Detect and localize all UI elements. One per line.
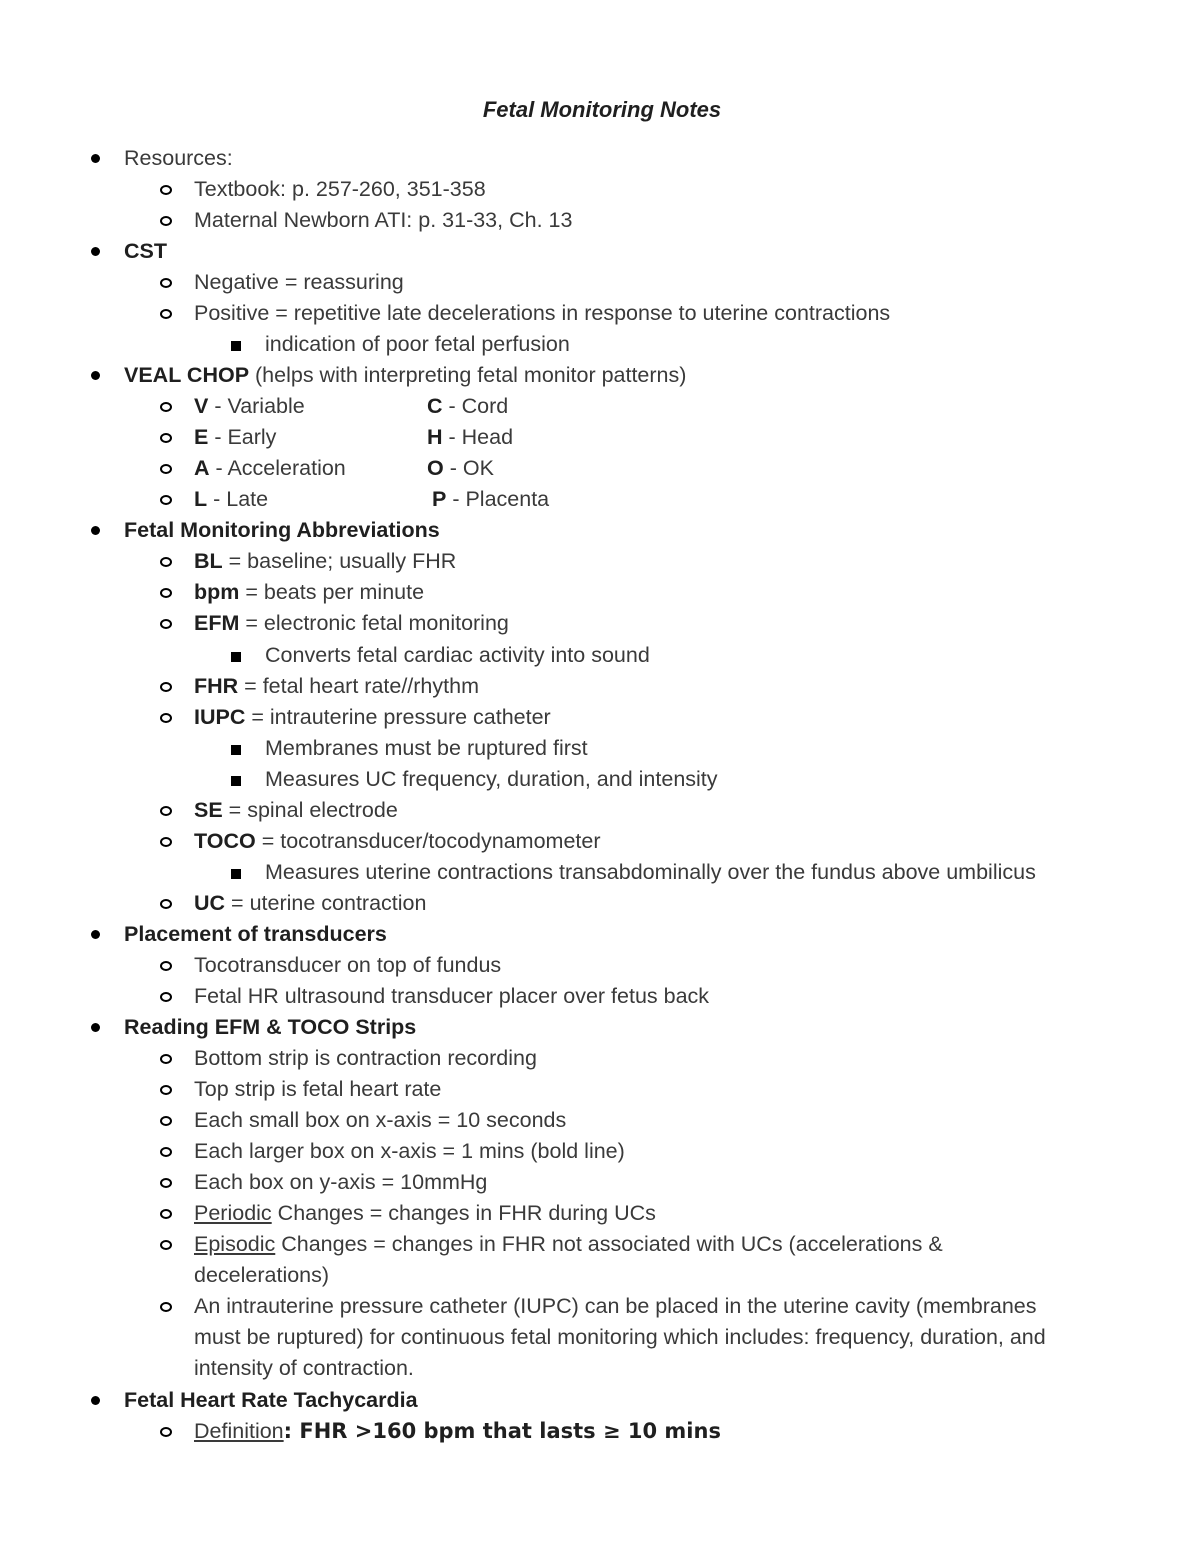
chop-row — [432, 484, 549, 515]
page-title: Fetal Monitoring Notes — [482, 97, 722, 122]
cst-heading: CST — [124, 239, 167, 263]
abbrev-key: IUPC — [194, 705, 246, 729]
list-item: indication of poor fetal perfusion — [265, 332, 570, 356]
bullet-circle — [160, 682, 172, 692]
bullet-circle — [160, 619, 172, 629]
bullet-circle — [160, 278, 172, 288]
abbrev-value: = fetal heart rate//rhythm — [238, 674, 479, 698]
list-item: Tocotransducer on top of fundus — [194, 953, 502, 977]
bullet-circle — [160, 495, 172, 505]
abbrev-value: = spinal electrode — [222, 798, 398, 822]
list-item — [194, 826, 601, 857]
reading-heading: Reading EFM & TOCO Strips — [124, 1015, 417, 1039]
abbreviations-heading: Fetal Monitoring Abbreviations — [124, 518, 440, 542]
veal-key: V — [194, 394, 209, 418]
bullet-disc — [91, 371, 100, 380]
bullet-square — [231, 869, 241, 879]
bullet-circle — [160, 402, 172, 412]
bullet-disc — [91, 930, 100, 939]
abbrev-key: EFM — [194, 611, 240, 635]
veal-key: L — [194, 487, 208, 511]
bullet-circle — [160, 1116, 172, 1126]
bullet-square — [231, 652, 241, 662]
chop-value: - Head — [442, 425, 514, 449]
bullet-circle — [160, 961, 172, 971]
bullet-circle — [160, 806, 172, 816]
bullet-disc — [91, 1396, 100, 1405]
definition-term: Definition — [194, 1419, 284, 1443]
list-item — [194, 795, 398, 826]
list-item — [194, 702, 551, 733]
bullet-circle — [160, 1302, 172, 1312]
chop-value: - OK — [443, 456, 494, 480]
abbrev-value: = uterine contraction — [225, 891, 427, 915]
veal-chop-heading — [124, 360, 686, 391]
bullet-circle — [160, 1209, 172, 1219]
chop-value: - Placenta — [446, 487, 550, 511]
chop-key: P — [432, 487, 447, 511]
list-item: Each larger box on x-axis = 1 mins (bold line) — [194, 1139, 625, 1163]
bullet-circle — [160, 992, 172, 1002]
periodic-term: Periodic — [194, 1201, 272, 1225]
abbrev-value: = beats per minute — [239, 580, 425, 604]
list-item: An intrauterine pressure catheter (IUPC) can be placed in the uterine cavity (membranes — [194, 1294, 1037, 1318]
veal-chop-note: (helps with interpreting fetal monitor patterns) — [249, 363, 687, 387]
abbrev-key: SE — [194, 798, 223, 822]
bullet-circle — [160, 1240, 172, 1250]
abbrev-key: FHR — [194, 674, 239, 698]
veal-row — [194, 453, 346, 484]
list-item: Converts fetal cardiac activity into sound — [265, 643, 650, 667]
bullet-square — [231, 341, 241, 351]
chop-row — [427, 422, 513, 453]
tachycardia-heading: Fetal Heart Rate Tachycardia — [124, 1388, 418, 1412]
list-item: Top strip is fetal heart rate — [194, 1077, 442, 1101]
bullet-circle — [160, 216, 172, 226]
resources-heading: Resources: — [124, 146, 233, 170]
list-item: Each small box on x-axis = 10 seconds — [194, 1108, 567, 1132]
list-item — [194, 888, 426, 919]
bullet-circle — [160, 557, 172, 567]
abbrev-key: UC — [194, 891, 226, 915]
veal-value: - Late — [207, 487, 269, 511]
chop-value: - Cord — [442, 394, 509, 418]
list-item — [194, 1229, 943, 1260]
chop-row — [427, 453, 494, 484]
episodic-definition: Changes = changes in FHR not associated with UCs (accelerations & — [275, 1232, 943, 1256]
bullet-disc — [91, 526, 100, 535]
bullet-circle — [160, 837, 172, 847]
bullet-circle — [160, 1427, 172, 1437]
list-item: Measures uterine contractions transabdominally over the fundus above umbilicus — [265, 860, 1036, 884]
list-item: Negative = reassuring — [194, 270, 404, 294]
abbrev-key: BL — [194, 549, 223, 573]
list-item: Membranes must be ruptured first — [265, 736, 588, 760]
bullet-disc — [91, 1023, 100, 1032]
bullet-circle — [160, 1054, 172, 1064]
veal-row — [194, 391, 305, 422]
list-item — [194, 577, 424, 608]
bullet-circle — [160, 1147, 172, 1157]
bullet-circle — [160, 309, 172, 319]
episodic-term: Episodic — [194, 1232, 276, 1256]
chop-row — [427, 391, 508, 422]
bullet-circle — [160, 464, 172, 474]
bullet-circle — [160, 1178, 172, 1188]
chop-key: O — [427, 456, 444, 480]
bullet-square — [231, 745, 241, 755]
bullet-circle — [160, 588, 172, 598]
list-item-continuation: must be ruptured) for continuous fetal monitoring which includes: frequency, duration, and — [194, 1325, 1046, 1349]
bullet-circle — [160, 185, 172, 195]
abbrev-key: bpm — [194, 580, 240, 604]
bullet-disc — [91, 154, 100, 163]
list-item — [194, 1416, 721, 1447]
bullet-circle — [160, 433, 172, 443]
list-item-continuation: intensity of contraction. — [194, 1356, 414, 1380]
veal-chop-label: VEAL CHOP — [124, 363, 250, 387]
bullet-square — [231, 776, 241, 786]
veal-key: E — [194, 425, 209, 449]
abbrev-value: = baseline; usually FHR — [222, 549, 457, 573]
bullet-circle — [160, 1085, 172, 1095]
chop-key: C — [427, 394, 443, 418]
list-item-continuation: decelerations) — [194, 1263, 330, 1287]
list-item: Bottom strip is contraction recording — [194, 1046, 537, 1070]
abbrev-value: = intrauterine pressure catheter — [245, 705, 551, 729]
list-item: Fetal HR ultrasound transducer placer over fetus back — [194, 984, 710, 1008]
abbrev-key: TOCO — [194, 829, 256, 853]
chop-key: H — [427, 425, 443, 449]
bullet-circle — [160, 713, 172, 723]
list-item — [194, 608, 509, 639]
abbrev-value: = tocotransducer/tocodynamometer — [255, 829, 601, 853]
list-item — [194, 671, 479, 702]
bullet-circle — [160, 899, 172, 909]
list-item: Maternal Newborn ATI: p. 31-33, Ch. 13 — [194, 208, 573, 232]
list-item: Each box on y-axis = 10mmHg — [194, 1170, 488, 1194]
placement-heading: Placement of transducers — [124, 922, 387, 946]
periodic-definition: Changes = changes in FHR during UCs — [271, 1201, 656, 1225]
abbrev-value: = electronic fetal monitoring — [239, 611, 509, 635]
veal-key: A — [194, 456, 210, 480]
list-item — [194, 546, 456, 577]
list-item: Measures UC frequency, duration, and intensity — [265, 767, 718, 791]
list-item: Textbook: p. 257-260, 351-358 — [194, 177, 486, 201]
veal-value: - Acceleration — [209, 456, 346, 480]
list-item — [194, 1198, 656, 1229]
veal-row — [194, 422, 276, 453]
bullet-disc — [91, 247, 100, 256]
veal-row — [194, 484, 268, 515]
definition-text: : FHR >160 bpm that lasts ≥ 10 mins — [283, 1419, 721, 1443]
veal-value: - Variable — [208, 394, 305, 418]
list-item: Positive = repetitive late decelerations in response to uterine contractions — [194, 301, 891, 325]
veal-value: - Early — [208, 425, 277, 449]
